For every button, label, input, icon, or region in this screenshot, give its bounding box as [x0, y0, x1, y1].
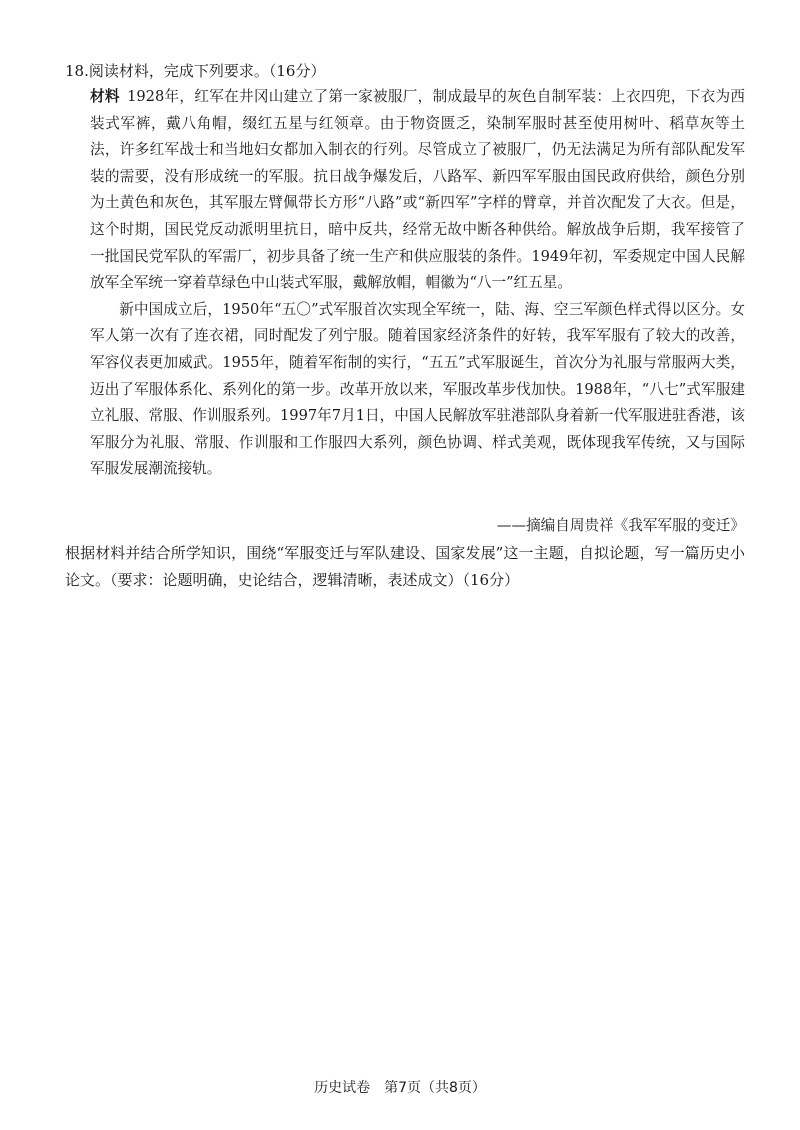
material-block [90, 84, 745, 483]
material-label: 材料 [90, 88, 120, 105]
material-paragraph-1 [90, 84, 745, 297]
material-paragraph-1-text: 1928年，红军在井冈山建立了第一家被服厂，制成最早的灰色自制军装：上衣四兜，下衣为西装式军裤，戴八角帽，缀红五星与红领章。由于物资匮乏，染制军服时甚至使用树叶、稻草灰等土法，许多红军战士和当地妇女都加入制衣的行列。尽管成立了被服厂，仍无法满足为所有部队配发军装的需要，没有形成统一的军服。抗日战争爆发后，八路军、新四军军服由国民政府供给，颜色分别为土黄色和灰色，其军服左臂佩带长方形“八路”或“新四军”字样的臂章，并首次配发了大衣。但是，这个时期，国民党反动派明里抗日，暗中反共，经常无故中断各种供给。解放战争后期，我军接管了一批国民党军队的军需厂，初步具备了统一生产和供应服装的条件。1949年初，军委规定中国人民解放军全军统一穿着草绿色中山装式军服，戴解放帽，帽徽为“八一”红五星。 [90, 88, 745, 292]
question-heading [65, 58, 745, 84]
task-instruction: 根据材料并结合所学知识，围绕“军服变迁与军队建设、国家发展”这一主题，自拟论题，写一篇历史小论文。（要求：论题明确，史论结合，逻辑清晰，表述成文）（16分） [65, 544, 745, 589]
material-source: ——摘编自周贵祥《我军军服的变迁》 [496, 517, 745, 534]
question-instruction: 阅读材料，完成下列要求。（16分） [88, 62, 326, 80]
material-paragraph-2: 新中国成立后，1950年“五〇”式军服首次实现全军统一，陆、海、空三军颜色样式得以区分。女军人第一次有了连衣裙，同时配发了列宁服。随着国家经济条件的好转，我军军服有了较大的改善，军容仪表更加威武。1955年，随着军衔制的实行，“五五”式军服诞生，首次分为礼服与常服两大类，迈出了军服体系化、系列化的第一步。改革开放以来，军服改革步伐加快。1988年，“八七”式军服建立礼服、常服、作训服系列。1997年7月1日，中国人民解放军驻港部队身着新一代军服进驻香港，该军服分为礼服、常服、作训服和工作服四大系列，颜色协调、样式美观，既体现我军传统，又与国际军服发展潮流接轨。 [90, 300, 745, 478]
question-number: 18. [65, 62, 89, 80]
page-footer: 历史试卷 第7页（共8页） [314, 1080, 486, 1096]
